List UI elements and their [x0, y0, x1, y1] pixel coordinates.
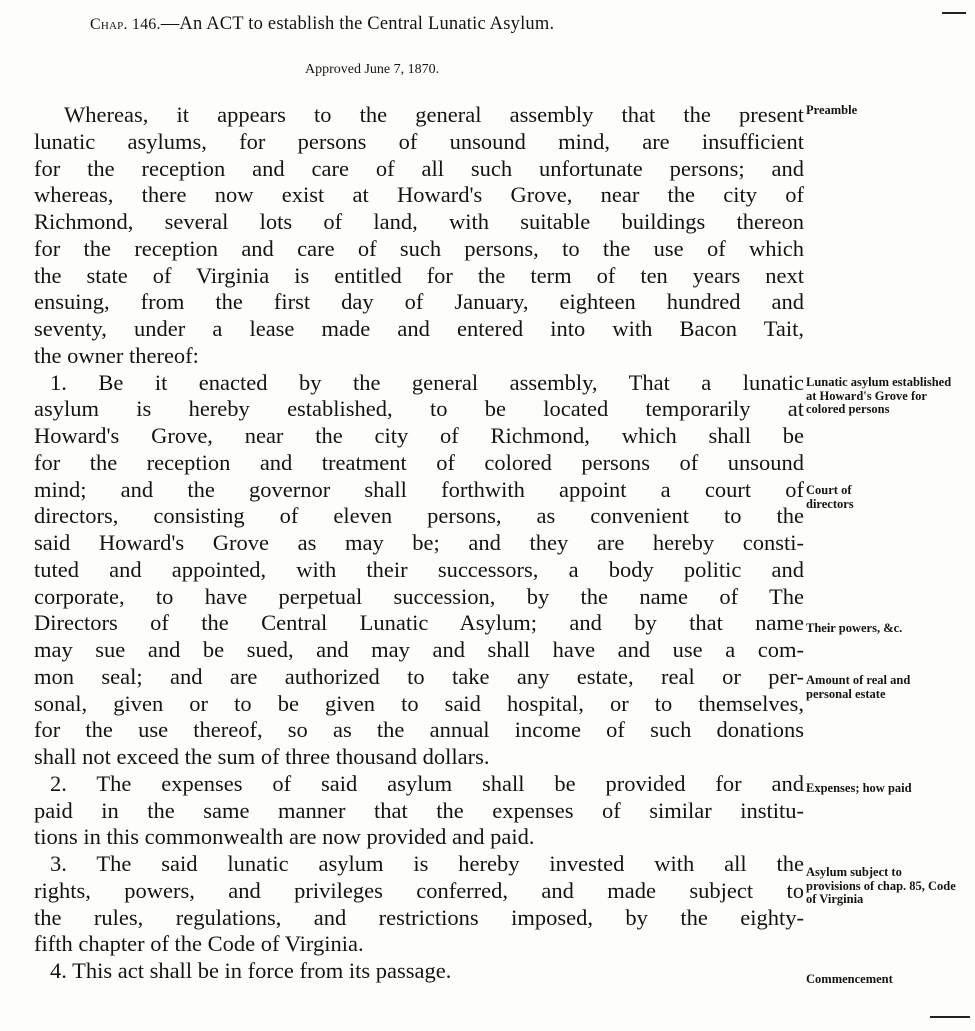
margin-note-asylum-subject: Asylum subject to provisions of chap. 85, Code of Virginia — [806, 865, 956, 906]
margin-note-commencement: Commencement — [806, 972, 893, 986]
text-line: mon seal; and are authorized to take any estate, real or per- — [34, 663, 804, 689]
text-line: tuted and appointed, with their successors, a body politic and — [34, 556, 804, 582]
section-4: 4. This act shall be in force from its passage. — [50, 958, 452, 983]
text-line: the rules, regulations, and restrictions imposed, by the eighty- — [34, 904, 804, 930]
margin-note-amount-of-estate: Amount of real and personal estate — [806, 673, 911, 701]
act-body — [34, 102, 804, 985]
text-line: rights, powers, and privileges conferred, and made subject to — [34, 877, 804, 903]
text-line: lunatic asylums, for persons of unsound mind, are insufficient — [34, 128, 804, 154]
text-line: seventy, under a lease made and entered into with Bacon Tait, — [34, 316, 804, 341]
text-line: paid in the same manner that the expenses of similar institu- — [34, 797, 804, 823]
section-2-start: 2. The expenses of said asylum shall be provided for and — [50, 770, 804, 796]
text-line: sonal, given or to be given to said hospital, or to themselves, — [34, 690, 804, 716]
text-line: for the reception and care of all such unfortunate persons; and — [34, 155, 804, 181]
act-heading — [90, 14, 554, 35]
text-line: Directors of the Central Lunatic Asylum; and by that name — [34, 610, 804, 636]
section-1-start: 1. Be it enacted by the general assembly, That a lunatic — [50, 369, 804, 395]
approval-date: Approved June 7, 1870. — [305, 62, 440, 77]
text-line: may sue and be sued, and may and shall have and use a com- — [34, 637, 804, 662]
text-line: the state of Virginia is entitled for the term of ten years next — [34, 262, 804, 288]
scan-mark — [942, 12, 966, 14]
text-line: said Howard's Grove as may be; and they are hereby consti- — [34, 530, 804, 555]
margin-note-court-of-directors: Court of directors — [806, 483, 854, 511]
text-line: whereas, there now exist at Howard's Grove, near the city of — [34, 182, 804, 208]
text-line: Whereas, it appears to the general assembly that the present — [64, 102, 804, 127]
text-line: directors, consisting of eleven persons, as convenient to the — [34, 503, 804, 529]
text-line: for the reception and treatment of colored persons of unsound — [34, 449, 804, 475]
text-line: ensuing, from the first day of January, eighteen hundred and — [34, 289, 804, 315]
text-line: Howard's Grove, near the city of Richmond, which shall be — [34, 423, 804, 448]
text-line: fifth chapter of the Code of Virginia. — [34, 931, 364, 957]
margin-note-expenses: Expenses; how paid — [806, 781, 912, 795]
scan-mark — [930, 1016, 970, 1018]
text-line: corporate, to have perpetual succession, by the name of The — [34, 583, 804, 609]
act-title: —An ACT to establish the Central Lunatic Asylum. — [160, 14, 555, 34]
text-line: shall not exceed the sum of three thousand dollars. — [34, 744, 490, 769]
text-line: the owner thereof: — [34, 342, 199, 368]
text-line: mind; and the governor shall forthwith appoint a court of — [34, 476, 804, 502]
text-line: for the use thereof, so as the annual income of such donations — [34, 717, 804, 743]
text-line: tions in this commonwealth are now provided and paid. — [34, 824, 535, 850]
section-3-start: 3. The said lunatic asylum is hereby invested with all the — [50, 851, 804, 876]
margin-note-their-powers: Their powers, &c. — [806, 621, 903, 635]
margin-note-asylum-established: Lunatic asylum established at Howard's Grove for colored persons — [806, 375, 952, 416]
margin-note-preamble: Preamble — [806, 103, 858, 117]
text-line: for the reception and care of such persons, to the use of which — [34, 235, 804, 261]
chapter-number: Chap. 146. — [90, 16, 161, 33]
text-line: asylum is hereby established, to be located temporarily at — [34, 396, 804, 422]
text-line: Richmond, several lots of land, with suitable buildings thereon — [34, 209, 804, 234]
